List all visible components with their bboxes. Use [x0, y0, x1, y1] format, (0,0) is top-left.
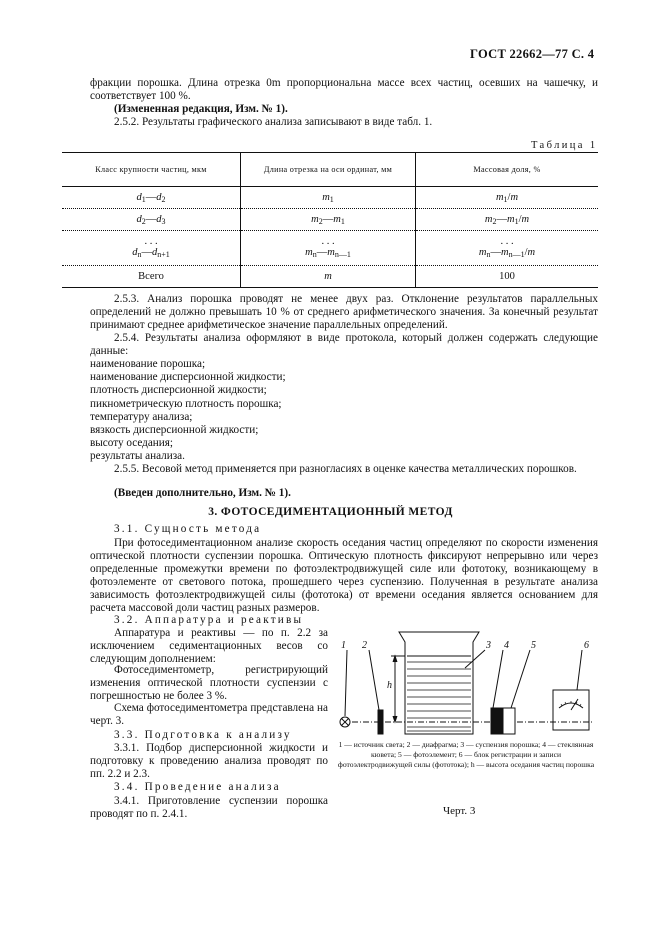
paragraph-3-2c: Схема фотоседиментометра представлена на черт. 3. — [90, 702, 328, 727]
list-item: результаты анализа. — [90, 450, 185, 463]
table-row — [62, 266, 598, 288]
table-header: Класс крупности частиц, мкм — [62, 153, 241, 187]
table-cell: m — [241, 266, 416, 288]
paragraph-3-2: Аппаратура и реактивы — по п. 2.2 за исключением седиментационных весов со следующим дополнением: — [90, 627, 328, 665]
subsection-3-3: 3.3. Подготовка к анализу — [114, 729, 292, 741]
page-header: ГОСТ 22662—77 С. 4 — [470, 47, 595, 61]
paragraph-2-5-2: 2.5.2. Результаты графического анализа записывают в виде табл. 1. — [114, 116, 433, 128]
table-cell: Всего — [138, 271, 164, 282]
list-item: пикнометрическую плотность порошка; — [90, 397, 282, 410]
figure-title: Черт. 3 — [443, 805, 476, 817]
table-header: Массовая доля, % — [416, 153, 599, 187]
table-cell: . . . $m_n—m_{n—1}/m$ — [416, 231, 599, 266]
paragraph-3-1: При фотоседиментационном анализе скорость оседания частиц определяют по скорости изменения оптической плотности суспензии порошка. Оптическую плотность фиксируют непрерывно или через определенные промежутки времени по фотоэлектродвижущей силе или фототоку, возникающему в фотоэлементе от светового потока, прошедшего через суспензию. Полученная в результате анализа зависимость фотоэлектродвижущей силы (фототока) от времени оседания является основанием для расчета массовой доли частиц разных размеров. — [90, 537, 598, 614]
table-cell: $d_2—d_3$ — [62, 209, 241, 231]
table-cell: $d_1—d_2$ — [62, 187, 241, 209]
figure-caption: 1 — источник света; 2 — диафрагма; 3 — суспензия порошка; 4 — стеклянная кювета; 5 — фотоэлемент; 6 — блок регистрации и записи фотоэлектродвижущей силы (фототока); h — высота оседания частиц порошка — [337, 740, 595, 770]
paragraph-2-5-5: 2.5.5. Весовой метод применяется при разногласиях в оценке качества металлических порошков. — [114, 463, 577, 475]
results-table — [62, 152, 598, 288]
table-title: Таблица 1 — [531, 140, 598, 151]
table-cell: $m_1$ — [241, 187, 416, 209]
label-4: 4 — [504, 640, 509, 651]
label-3: 3 — [486, 640, 491, 651]
paragraph-3-2b: Фотоседиментометр, регистрирующий изменения оптической плотности суспензии с погрешностью не более 3 %. — [90, 664, 328, 702]
list-item: температуру анализа; — [90, 410, 193, 423]
table-header: Длина отрезка на оси ординат, мм — [241, 153, 416, 187]
table-cell: $m_2—m_1/m$ — [416, 209, 599, 231]
paragraph-2-5-3: 2.5.3. Анализ порошка проводят не менее двух раз. Отклонение результатов параллельных определений не должно превышать 10 % от среднего арифметического значения. За конечный результат принимают среднее арифметическое значение параллельных определений. — [90, 293, 598, 331]
paragraph-3-3-1: 3.3.1. Подбор дисперсионной жидкости и подготовку к проведению анализа проводят по пп. 2.2 и 2.3. — [90, 742, 328, 780]
list-item: вязкость дисперсионной жидкости; — [90, 424, 259, 437]
paragraph-3-4-1: 3.4.1. Приготовление суспензии порошка проводят по п. 2.4.1. — [90, 795, 328, 820]
photosedimentometer-diagram — [335, 628, 597, 738]
list-item: наименование дисперсионной жидкости; — [90, 371, 286, 384]
list-item: плотность дисперсионной жидкости; — [90, 384, 267, 397]
protocol-list — [90, 358, 286, 464]
label-2: 2 — [362, 640, 367, 651]
table-row — [62, 209, 598, 231]
label-6: 6 — [584, 640, 589, 651]
table-cell: . . . $m_n—m_{n—1}$ — [241, 231, 416, 266]
amendment-note-2: (Введен дополнительно, Изм. № 1). — [114, 487, 291, 499]
list-item: высоту оседания; — [90, 437, 174, 450]
label-1: 1 — [341, 640, 346, 651]
subsection-3-2: 3.2. Аппаратура и реактивы — [114, 614, 304, 626]
list-item: наименование порошка; — [90, 358, 206, 370]
table-cell: $m_1/m$ — [416, 187, 599, 209]
section-title: 3. ФОТОСЕДИМЕНТАЦИОННЫЙ МЕТОД — [208, 506, 453, 518]
table-cell: $m_2—m_1$ — [241, 209, 416, 231]
table-row — [62, 187, 598, 209]
label-5: 5 — [531, 640, 536, 651]
table-cell: . . . $d_n—d_{n+1}$ — [62, 231, 241, 266]
subsection-3-4: 3.4. Проведение анализа — [114, 781, 281, 793]
table-cell: 100 — [416, 266, 599, 288]
amendment-note: (Измененная редакция, Изм. № 1). — [114, 103, 288, 115]
table-row — [62, 231, 598, 266]
paragraph-2-5-4: 2.5.4. Результаты анализа оформляют в виде протокола, который должен содержать следующие данные: — [90, 332, 598, 357]
label-h: h — [387, 680, 392, 691]
paragraph-fraction: фракции порошка. Длина отрезка 0m пропорциональна массе всех частиц, осевших на чашечку, и соответствует 100 %. — [90, 77, 598, 102]
subsection-3-1: 3.1. Сущность метода — [114, 523, 262, 535]
